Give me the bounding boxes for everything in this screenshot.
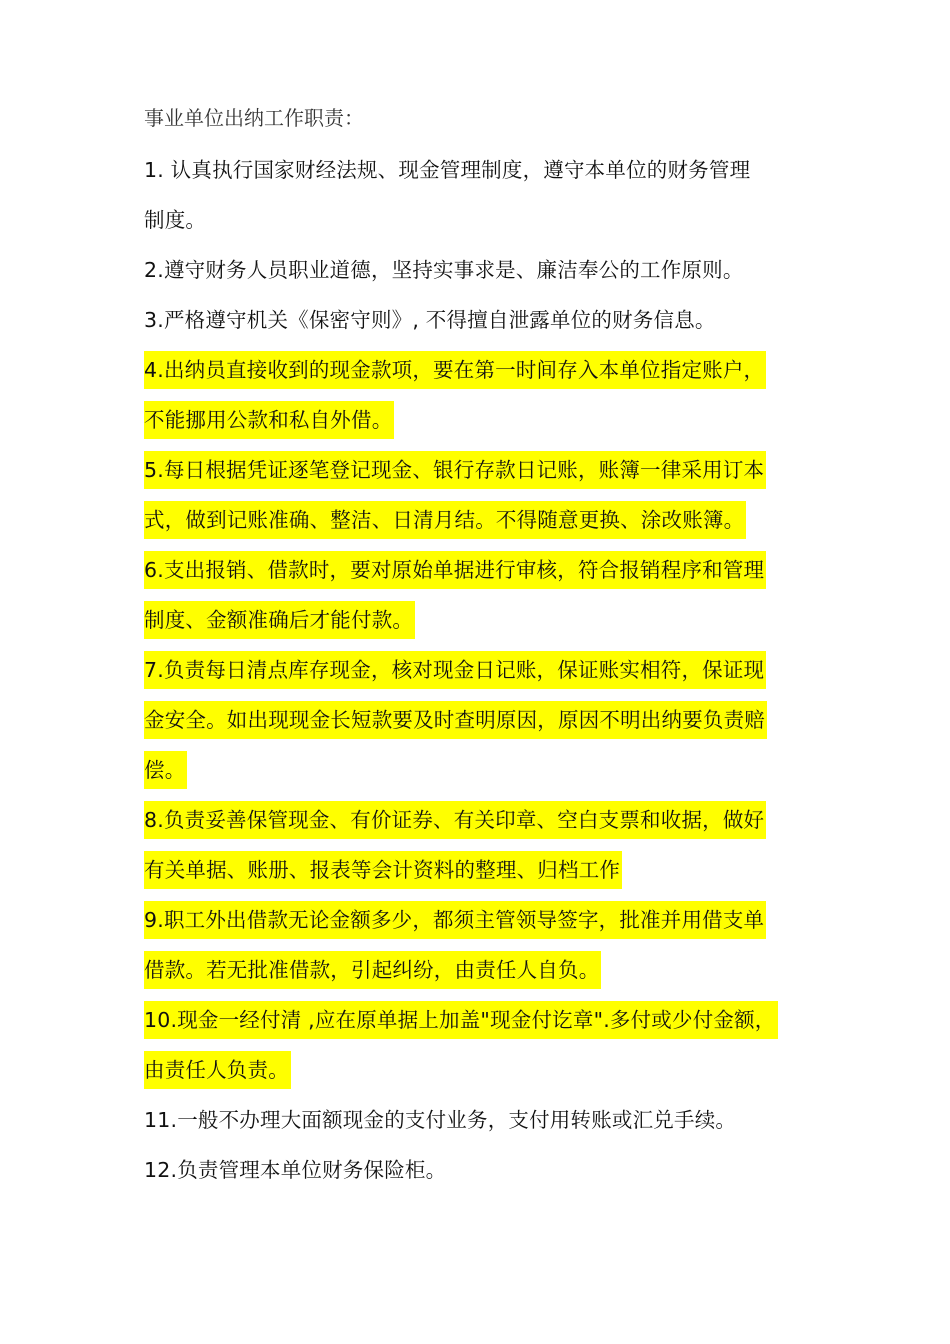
text-line <box>144 595 824 645</box>
text-line <box>144 395 824 445</box>
text-line-content: 制度。 <box>144 208 207 232</box>
document-body <box>144 145 824 1195</box>
text-line <box>144 495 824 545</box>
text-line <box>144 295 824 345</box>
text-line-content: 由责任人负责。 <box>144 1051 291 1089</box>
text-line-content: 4.出纳员直接收到的现金款项，要在第一时间存入本单位指定账户， <box>144 351 766 389</box>
text-line <box>144 545 824 595</box>
text-line <box>144 195 824 245</box>
text-line <box>144 145 824 195</box>
text-line-content: 有关单据、账册、报表等会计资料的整理、归档工作 <box>144 851 622 889</box>
text-line-content: 3.严格遵守机关《保密守则》, 不得擅自泄露单位的财务信息。 <box>144 308 716 332</box>
text-line-content: 不能挪用公款和私自外借。 <box>144 401 394 439</box>
text-line-content: 金安全。如出现现金长短款要及时查明原因，原因不明出纳要负责赔 <box>144 701 767 739</box>
text-line-content: 制度、金额准确后才能付款。 <box>144 601 415 639</box>
text-line <box>144 795 824 845</box>
text-line-content: 7.负责每日清点库存现金，核对现金日记账，保证账实相符，保证现 <box>144 651 766 689</box>
text-line-content: 9.职工外出借款无论金额多少，都须主管领导签字，批准并用借支单 <box>144 901 766 939</box>
text-line <box>144 745 824 795</box>
text-line-content: 借款。若无批准借款，引起纠纷，由责任人自负。 <box>144 951 601 989</box>
text-line-content: 式，做到记账准确、整洁、日清月结。不得随意更换、涂改账簿。 <box>144 501 746 539</box>
text-line <box>144 1045 824 1095</box>
text-line <box>144 1095 824 1145</box>
text-line-content: 2.遵守财务人员职业道德，坚持实事求是、廉洁奉公的工作原则。 <box>144 258 744 282</box>
text-line-content: 5.每日根据凭证逐笔登记现金、银行存款日记账，账簿一律采用订本 <box>144 451 766 489</box>
text-line-content: 12.负责管理本单位财务保险柜。 <box>144 1158 447 1182</box>
text-line <box>144 695 824 745</box>
document-title: 事业单位出纳工作职责： <box>144 106 364 130</box>
text-line-content: 10.现金一经付清 ,应在原单据上加盖"现金付讫章".多付或少付金额， <box>144 1001 778 1039</box>
text-line-content: 6.支出报销、借款时，要对原始单据进行审核，符合报销程序和管理 <box>144 551 766 589</box>
text-line <box>144 945 824 995</box>
text-line-content: 1. 认真执行国家财经法规、现金管理制度，遵守本单位的财务管理 <box>144 158 751 182</box>
text-line <box>144 995 824 1045</box>
text-line <box>144 895 824 945</box>
text-line <box>144 1145 824 1195</box>
text-line-content: 偿。 <box>144 751 187 789</box>
text-line <box>144 845 824 895</box>
text-line <box>144 645 824 695</box>
text-line-content: 8.负责妥善保管现金、有价证券、有关印章、空白支票和收据，做好 <box>144 801 766 839</box>
text-line <box>144 445 824 495</box>
text-line <box>144 345 824 395</box>
text-line <box>144 245 824 295</box>
text-line-content: 11.一般不办理大面额现金的支付业务，支付用转账或汇兑手续。 <box>144 1108 737 1132</box>
